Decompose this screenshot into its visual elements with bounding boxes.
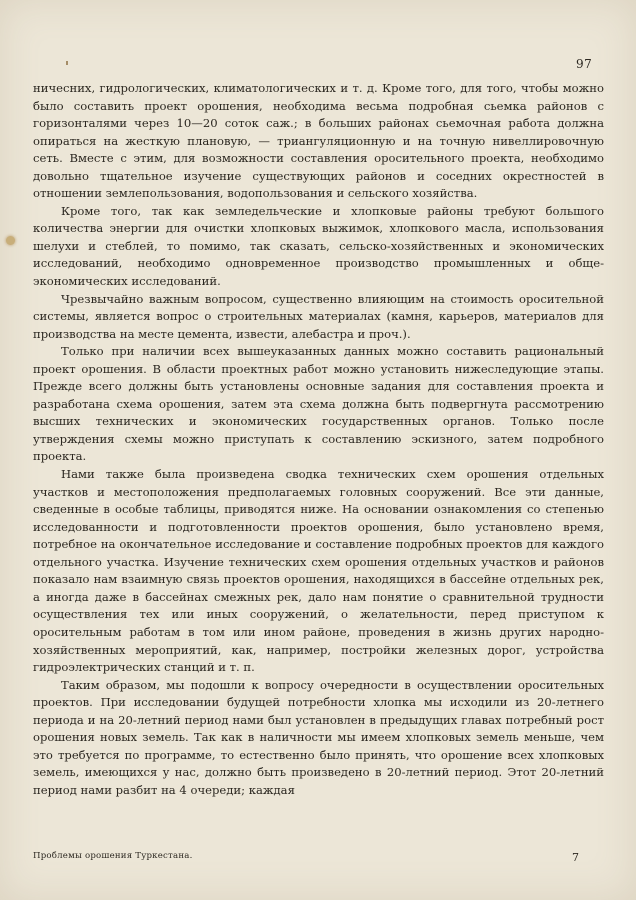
- body-text: [33, 80, 604, 799]
- paragraph: ничесних, гидрологических, климатологических и т. д. Кроме того, для того, чтобы можно было составить проект орошения, необходима весьма подробная сьемка районов с горизонталями через 10—20 соток саж.; в больших районах сьемочная работа должна опираться на жесткую плановую, — триангуляционную и на точную нивеллировочную сеть. Вместе с этим, для возможности составления оросительного проекта, необходимо довольно тщательное изучение существующих районов и соседних окрестностей в отношении землепользования, водопользования и сельского хозяйства.: [33, 81, 604, 201]
- binding-hole: [6, 236, 15, 245]
- paragraph: Нами также была произведена сводка технических схем орошения отдельных участков и местоположения предполагаемых головных сооружений. Все эти данные, сведенные в особые таблицы, приводятся ниже. На основании ознакомления со степенью исследованности и подготовленности проектов орошения, было установлено время, потребное на окончательное исследование и составление подробных проектов для каждого отдельного участка. Изучение технических схем орошения отдельных участков и районов показало нам взаимную связь проектов орошения, находящихся в бассейне отдельных рек, а иногда даже в бассейнах смежных рек, дало нам понятие о сравнительной трудности осуществления тех или иных сооружений, о желательности, перед приступом к оросительным работам в том или ином районе, проведения в жизнь других народно-хозяйственных мероприятий, как, например, постройки железных дорог, устройства гидроэлектрических станций и т. п.: [33, 467, 604, 675]
- ink-mark: [66, 61, 68, 65]
- paragraph: Чрезвычайно важным вопросом, существенно влияющим на стоимость оросительной системы, является вопрос о строительных материалах (камня, карьеров, материалов для производства на месте цемента, извести, алебастра и проч.).: [33, 291, 604, 341]
- paragraph: Кроме того, так как земледельческие и хлопковые районы требуют большого количества энергии для очистки хлопковых выжимок, хлопкового масла, использования шелухи и стеблей, то помимо, так сказать, сельско-хозяйственных и экономических исследований, необходимо одновременное производство промышленных и обще-экономических исследований.: [33, 203, 604, 289]
- paragraph: Только при наличии всех вышеуказанных данных можно составить рациональный проект орошения. В области проектных работ можно установить нижеследующие этапы. Прежде всего должны быть установлены основные задания для составления проекта и разработана схема орошения, затем эта схема должна быть подвергнута рассмотрению высших технических и экономических государственных органов. Только после утверждения схемы можно приступать к составлению эскизного, затем подробного проекта.: [33, 344, 604, 464]
- page-number: 97: [576, 57, 593, 71]
- signature-mark: 7: [572, 851, 579, 864]
- paragraph: Таким образом, мы подошли к вопросу очередности в осуществлении оросительных проектов. При исследовании будущей потребности хлопка мы исходили из 20-летнего периода и на 20-летний период нами был установлен в предыдущих главах потребный рост орошения новых земель. Так как в наличности мы имеем хлопковых земель меньше, чем это требуется по программе, то естественно было принять, что орошение всех хлопковых земель, имеющихся у нас, должно быть произведено в 20-летний период. Этот 20-летний период нами разбит на 4 очереди; каждая: [33, 677, 604, 797]
- footer-title: Проблемы орошения Туркестана.: [33, 851, 193, 861]
